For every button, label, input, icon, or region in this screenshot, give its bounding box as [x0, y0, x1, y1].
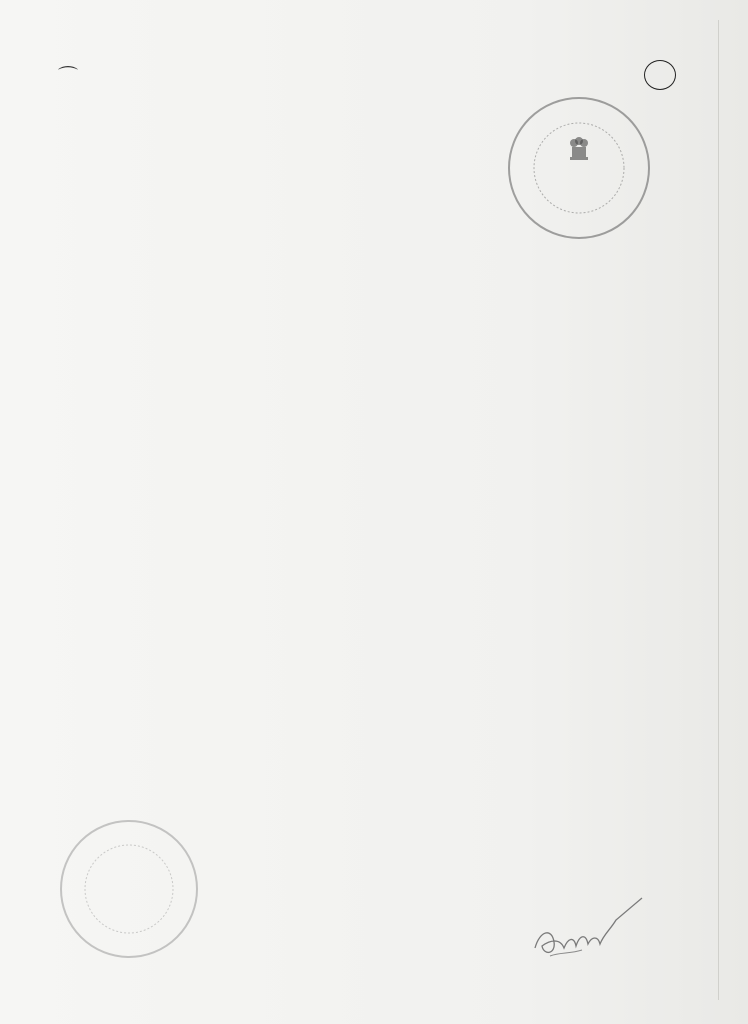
emblem-icon — [570, 137, 588, 160]
page-number-circled — [644, 60, 676, 90]
signature — [530, 890, 650, 975]
page-edge-shadow — [718, 20, 719, 1000]
notary-seal-top — [508, 97, 650, 239]
scan-mark-icon: ⌒ — [58, 66, 78, 88]
notary-seal-bottom — [60, 820, 198, 958]
